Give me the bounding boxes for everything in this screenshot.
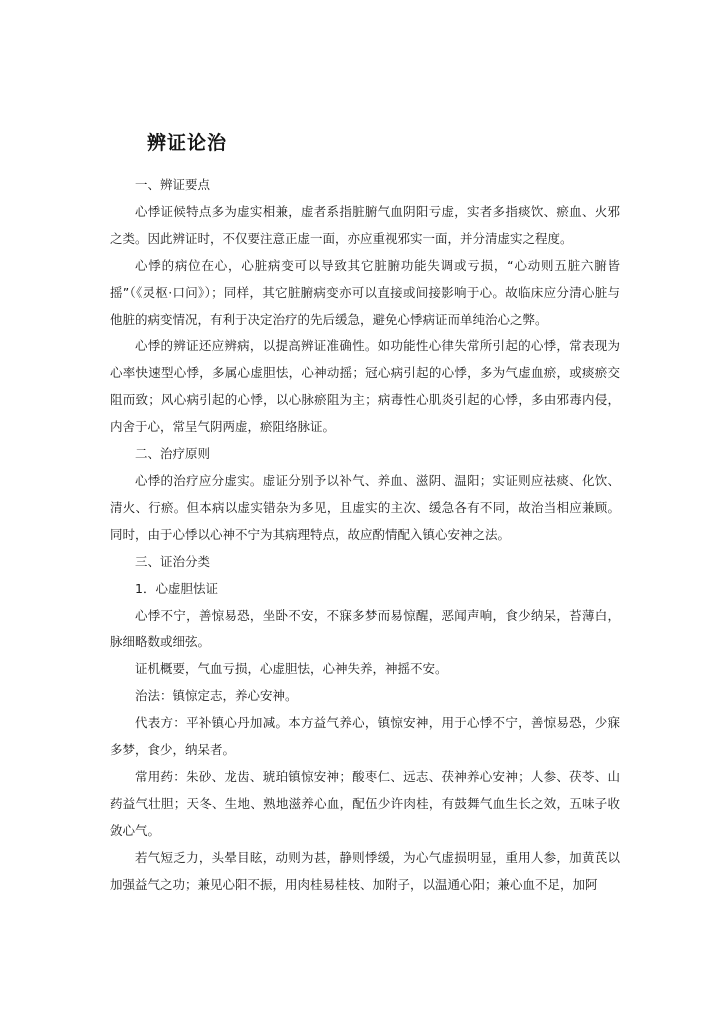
paragraph-therapy-method: 治法：镇惊定志，养心安神。 (135, 688, 298, 704)
heading-treatment-principles: 二、治疗原则 (135, 446, 211, 462)
paragraph-disease-location: 心悸的病位在心，心脏病变可以导致其它脏腑功能失调或亏损，“心动则五脏六腑皆摇”（《灵枢·口问》）；同样，其它脏腑病变亦可以直接或间接影响于心。故临床应分清心脏与他脏的病变情况，有利于决定治疗的先后缓急，避免心悸病证而单纯治心之弊。 (110, 257, 620, 327)
paragraph-disease-differentiation: 心悸的辨证还应辨病，以提高辨证准确性。如功能性心律失常所引起的心悸，常表现为心率快速型心悸，多属心虚胆怯，心神动摇；冠心病引起的心悸，多为气虚血瘀，或痰瘀交阻而致；风心病引起的心悸，以心脉瘀阻为主；病毒性心肌炎引起的心悸，多由邪毒内侵，内舍于心，常呈气阴两虚，瘀阻络脉证。 (110, 338, 620, 435)
paragraph-treatment: 心悸的治疗应分虚实。虚证分别予以补气、养血、滋阴、温阳；实证则应祛痰、化饮、清火、行瘀。但本病以虚实错杂为多见，且虚实的主次、缓急各有不同，故治当相应兼顾。同时，由于心悸以心神不宁为其病理特点，故应酌情配入镇心安神之法。 (110, 472, 620, 542)
paragraph-modifications: 若气短乏力，头晕目眩，动则为甚，静则悸缓，为心气虚损明显，重用人参，加黄芪以加强益气之功；兼见心阳不振，用肉桂易桂枝、加附子，以温通心阳；兼心血不足，加阿 (110, 849, 620, 892)
subheading-heart-gallbladder: 1．心虚胆怯证 (135, 580, 218, 596)
section-title: 辨证论治 (147, 132, 228, 154)
heading-syndrome-classification: 三、证治分类 (135, 553, 211, 569)
paragraph-representative-formula: 代表方：平补镇心丹加减。本方益气养心，镇惊安神，用于心悸不宁，善惊易恐，少寐多梦，食少，纳呆者。 (110, 715, 620, 758)
paragraph-pathogenesis: 证机概要，气血亏损，心虚胆怯，心神失养，神摇不安。 (135, 661, 448, 677)
heading-identification-points: 一、辨证要点 (135, 177, 211, 192)
paragraph-deficiency-excess: 心悸证候特点多为虚实相兼，虚者系指脏腑气血阴阳亏虚，实者多指痰饮、瘀血、火邪之类。因此辨证时，不仅要注意正虚一面，亦应重视邪实一面，并分清虚实之程度。 (110, 203, 620, 246)
paragraph-common-herbs: 常用药：朱砂、龙齿、琥珀镇惊安神；酸枣仁、远志、茯神养心安神；人参、茯苓、山药益气壮胆；天冬、生地、熟地滋养心血，配伍少许肉桂，有鼓舞气血生长之效，五味子收敛心气。 (110, 768, 620, 838)
paragraph-symptoms: 心悸不宁，善惊易恐，坐卧不安，不寐多梦而易惊醒，恶闻声响，食少纳呆，苔薄白，脉细略数或细弦。 (110, 607, 620, 650)
document-body (110, 172, 620, 898)
